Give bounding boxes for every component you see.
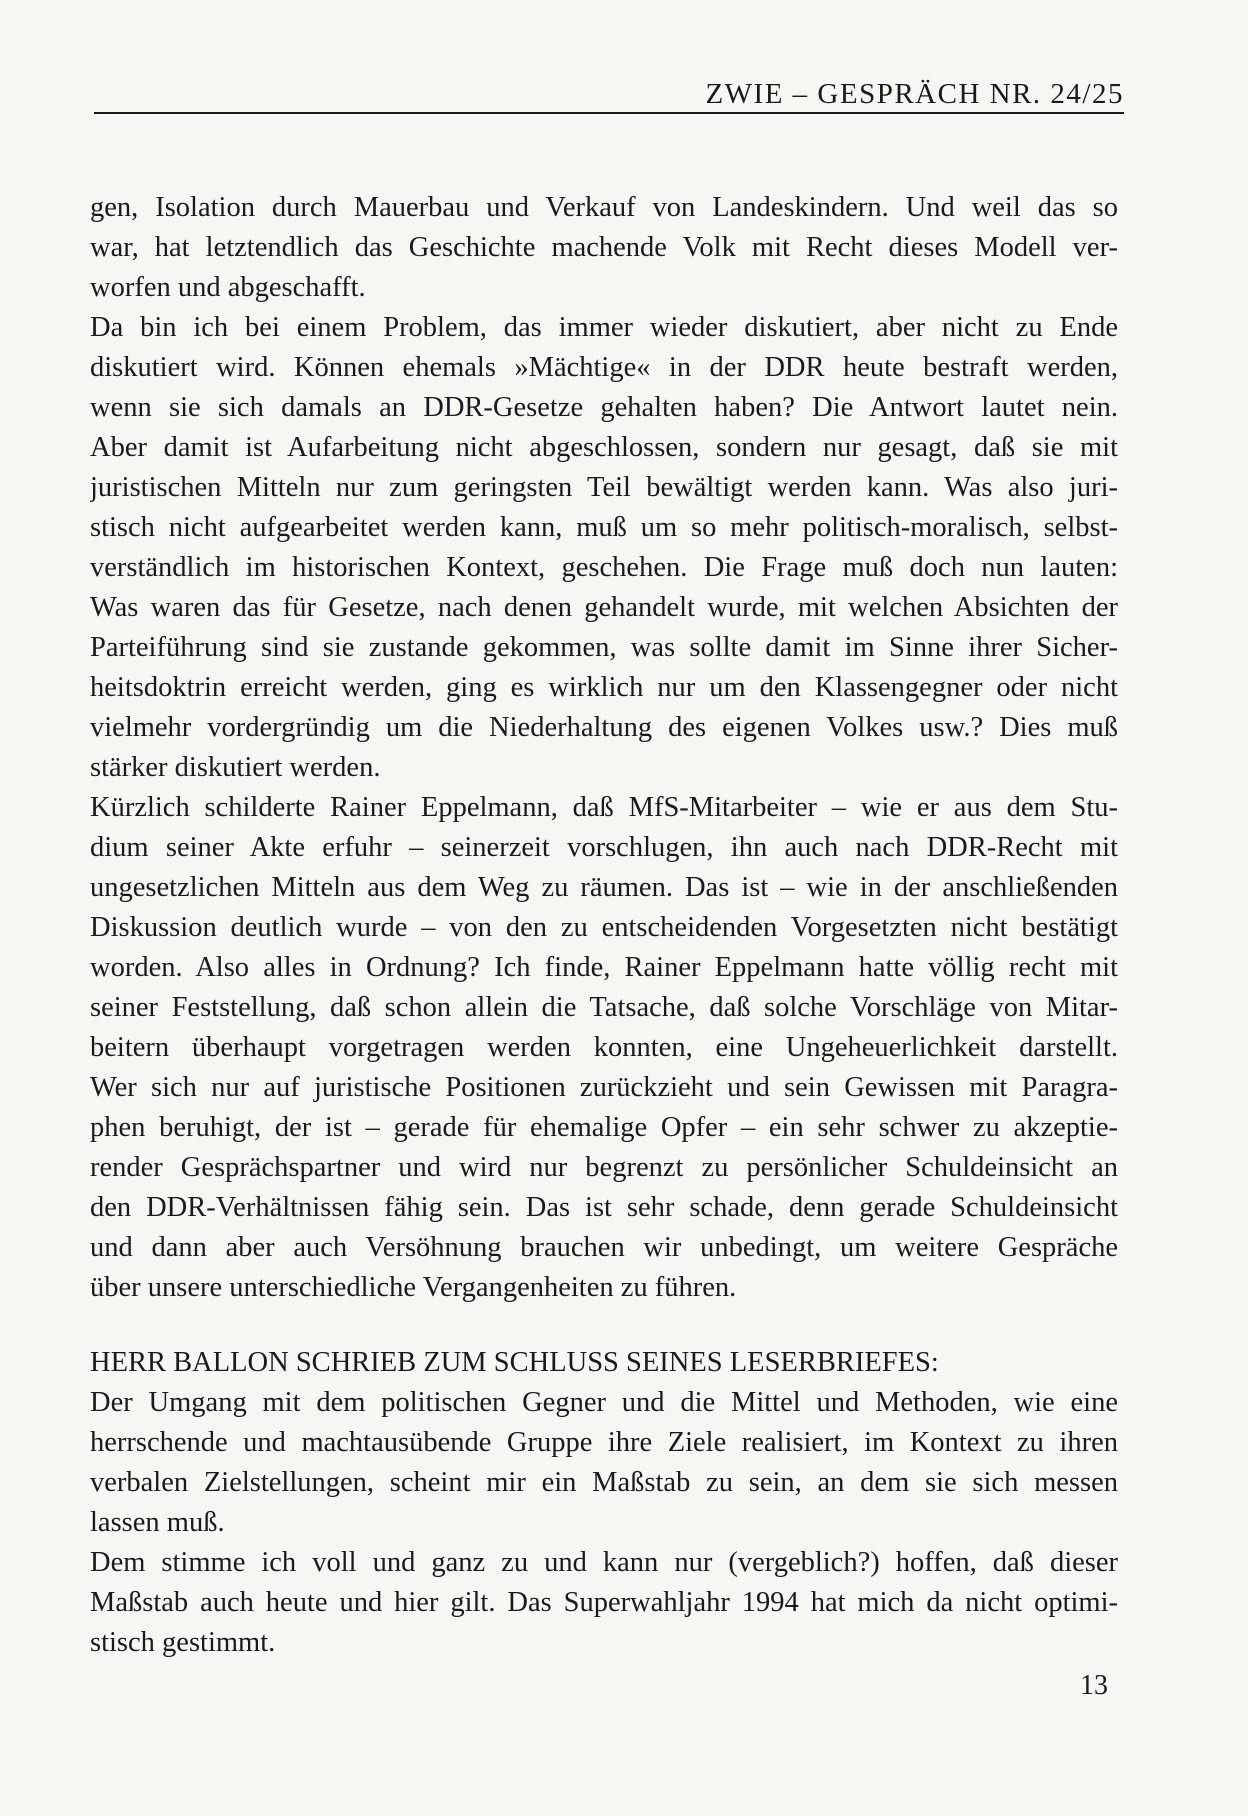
text-line: Da bin ich bei einem Problem, das immer wieder diskutiert, aber nicht zu Ende xyxy=(90,312,1118,343)
section-heading: HERR BALLON SCHRIEB ZUM SCHLUSS SEINES LESERBRIEFES: xyxy=(90,1347,939,1378)
text-line: beitern überhaupt vorgetragen werden konnten, eine Ungeheuerlichkeit darstellt. xyxy=(90,1032,1118,1063)
text-line: diskutiert wird. Können ehemals »Mächtige« in der DDR heute bestraft werden, xyxy=(90,352,1118,383)
text-line: worfen und abgeschafft. xyxy=(90,272,366,303)
text-line: lassen muß. xyxy=(90,1507,225,1538)
text-line: heitsdoktrin erreicht werden, ging es wirklich nur um den Klassengegner oder nicht xyxy=(90,672,1118,703)
text-line: Maßstab auch heute und hier gilt. Das Superwahljahr 1994 hat mich da nicht optimi- xyxy=(90,1587,1118,1618)
text-line: wenn sie sich damals an DDR-Gesetze gehalten haben? Die Antwort lautet nein. xyxy=(90,392,1118,423)
text-line: Kürzlich schilderte Rainer Eppelmann, daß MfS-Mitarbeiter – wie er aus dem Stu- xyxy=(90,792,1118,823)
text-line: stisch nicht aufgearbeitet werden kann, muß um so mehr politisch-moralisch, selbst- xyxy=(90,512,1118,543)
text-line: ungesetzlichen Mitteln aus dem Weg zu räumen. Das ist – wie in der anschließenden xyxy=(90,872,1118,903)
text-line: Diskussion deutlich wurde – von den zu entscheidenden Vorgesetzten nicht bestätigt xyxy=(90,912,1118,943)
text-line: render Gesprächspartner und wird nur begrenzt zu persönlicher Schuldeinsicht an xyxy=(90,1152,1118,1183)
paragraph-gap xyxy=(90,1308,1118,1343)
text-line: über unsere unterschiedliche Vergangenheiten zu führen. xyxy=(90,1272,737,1303)
text-line: Dem stimme ich voll und ganz zu und kann nur (vergeblich?) hoffen, daß dieser xyxy=(90,1547,1118,1578)
text-line: verbalen Zielstellungen, scheint mir ein Maßstab zu sein, an dem sie sich messen xyxy=(90,1467,1118,1498)
text-line: war, hat letztendlich das Geschichte machende Volk mit Recht dieses Modell ver- xyxy=(90,232,1118,263)
text-line: stärker diskutiert werden. xyxy=(90,752,381,783)
text-line: stisch gestimmt. xyxy=(90,1627,276,1658)
running-header xyxy=(94,70,1124,114)
body-text xyxy=(90,188,1118,1663)
text-line: Was waren das für Gesetze, nach denen gehandelt wurde, mit welchen Absichten der xyxy=(90,592,1118,623)
text-line: worden. Also alles in Ordnung? Ich finde, Rainer Eppelmann hatte völlig recht mit xyxy=(90,952,1118,983)
text-line: gen, Isolation durch Mauerbau und Verkauf von Landeskindern. Und weil das so xyxy=(90,192,1118,223)
text-line: seiner Feststellung, daß schon allein die Tatsache, daß solche Vorschläge von Mitar- xyxy=(90,992,1118,1023)
text-line: Aber damit ist Aufarbeitung nicht abgeschlossen, sondern nur gesagt, daß sie mit xyxy=(90,432,1118,463)
text-line: Parteiführung sind sie zustande gekommen, was sollte damit im Sinne ihrer Sicher- xyxy=(90,632,1118,663)
text-line: den DDR-Verhältnissen fähig sein. Das ist sehr schade, denn gerade Schuldeinsicht xyxy=(90,1192,1118,1223)
text-line: herrschende und machtausübende Gruppe ihre Ziele realisiert, im Kontext zu ihren xyxy=(90,1427,1118,1458)
text-line: Wer sich nur auf juristische Positionen zurückzieht und sein Gewissen mit Paragra- xyxy=(90,1072,1118,1103)
text-line: und dann aber auch Versöhnung brauchen wir unbedingt, um weitere Gespräche xyxy=(90,1232,1118,1263)
text-line: phen beruhigt, der ist – gerade für ehemalige Opfer – ein sehr schwer zu akzeptie- xyxy=(90,1112,1118,1143)
text-line: Der Umgang mit dem politischen Gegner und die Mittel und Methoden, wie eine xyxy=(90,1387,1118,1418)
text-line: dium seiner Akte erfuhr – seinerzeit vorschlugen, ihn auch nach DDR-Recht mit xyxy=(90,832,1118,863)
header-rule xyxy=(94,112,1124,114)
text-line: verständlich im historischen Kontext, geschehen. Die Frage muß doch nun lauten: xyxy=(90,552,1118,583)
text-line: vielmehr vordergründig um die Niederhaltung des eigenen Volkes usw.? Dies muß xyxy=(90,712,1118,743)
text-line: juristischen Mitteln nur zum geringsten Teil bewältigt werden kann. Was also juri- xyxy=(90,472,1118,503)
running-title: ZWIE – GESPRÄCH NR. 24/25 xyxy=(705,78,1124,110)
page-number: 13 xyxy=(1080,1670,1108,1701)
